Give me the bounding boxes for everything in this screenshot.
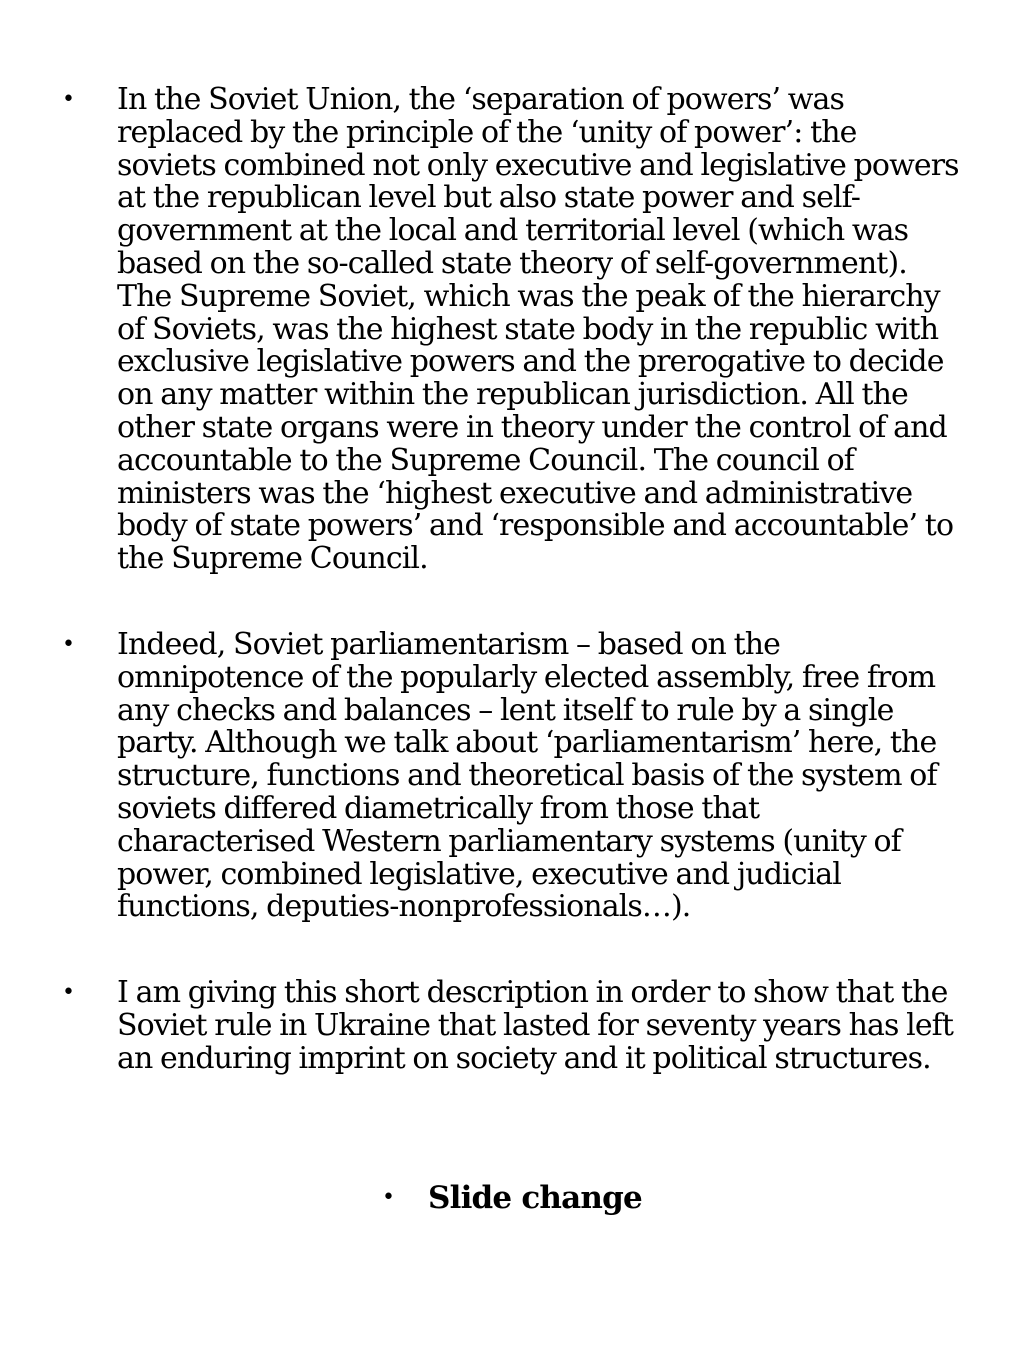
- paragraph-text: In the Soviet Union, the ‘separation of powers’ was replaced by the principle of the ‘unity of power’: the soviets combined not only executive and legislative powers at the republican level but also state power and self-government at the local and territorial level (which was based on the so-called state theory of self-government). The Supreme Soviet, which was the peak of the hierarchy of Soviets, was the highest state body in the republic with exclusive legislative powers and the prerogative to decide on any matter within the republican jurisdiction. All the other state organs were in theory under the control of and accountable to the Supreme Council. The council of ministers was the ‘highest executive and administrative body of state powers’ and ‘responsible and accountable’ to the Supreme Council.: [117, 82, 959, 577]
- bullet-icon: •: [62, 87, 75, 112]
- bullet-icon: •: [62, 631, 75, 657]
- bullet-paragraph-soviet-union: [62, 84, 962, 576]
- slide-change-label: Slide change: [428, 1180, 642, 1216]
- bullet-list: [62, 84, 962, 1076]
- paragraph-text: Indeed, Soviet parliamentarism – based on the omnipotence of the popularly elected assembly, free from any checks and balances – lent itself to rule by a single party. Although we talk about ‘parliamentarism’ here, the structure, functions and theoretical basis of the system of soviets differed diametrically from those that characterised Western parliamentary systems (unity of power, combined legislative, executive and judicial functions, deputies-nonprofessionals…).: [117, 626, 937, 925]
- paragraph-text: I am giving this short description in order to show that the Soviet rule in Ukraine that lasted for seventy years has left an enduring imprint on society and it political structures.: [117, 975, 954, 1076]
- bullet-paragraph-parliamentarism: [62, 626, 962, 925]
- bullet-paragraph-description: [62, 977, 962, 1075]
- bullet-icon: •: [382, 1185, 395, 1210]
- slide-change-note: [0, 1180, 1024, 1216]
- bullet-icon: •: [62, 980, 75, 1006]
